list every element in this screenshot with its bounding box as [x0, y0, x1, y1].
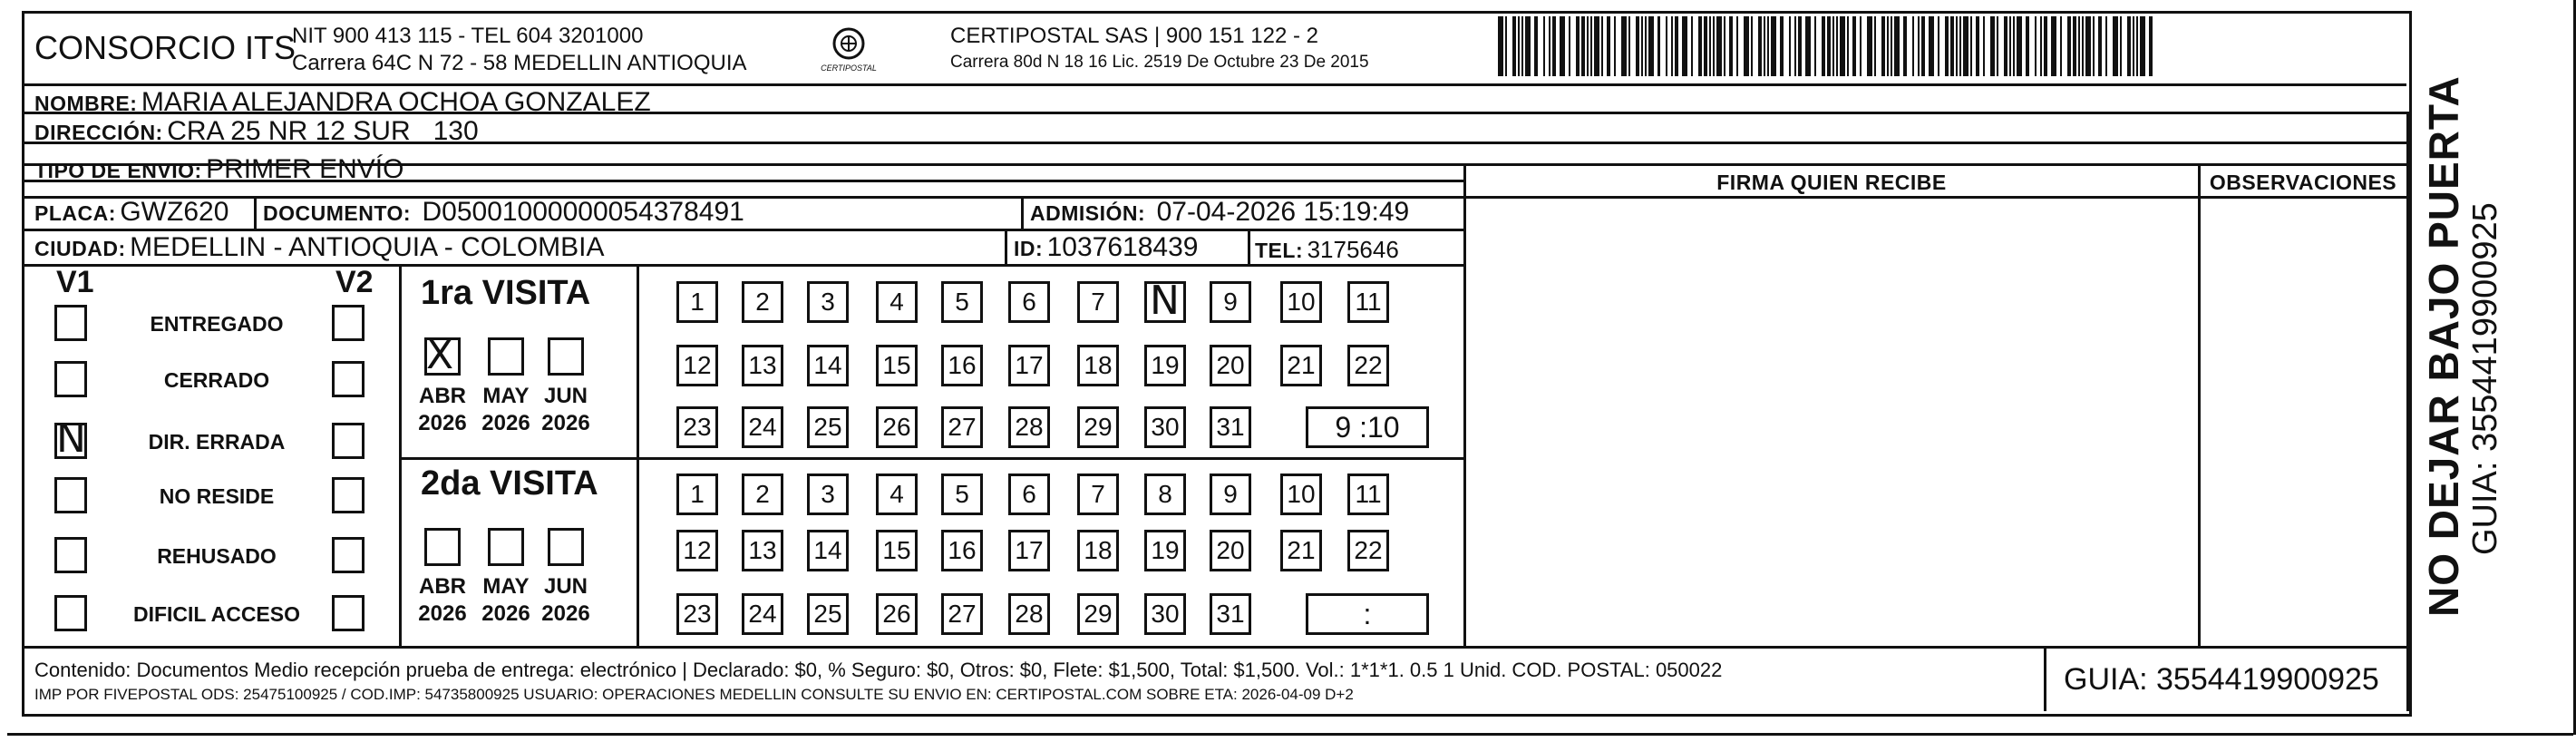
barcode-bar [2044, 16, 2047, 76]
barcode-bar [1814, 16, 1816, 76]
barcode-bar [2051, 16, 2056, 76]
barcode-bar [1601, 16, 1603, 76]
documento-label: DOCUMENTO: [263, 201, 412, 225]
barcode-bar [1867, 16, 1872, 76]
barcode-bar [1581, 16, 1585, 76]
day-checkbox[interactable]: 5 [941, 474, 983, 515]
barcode-bar [1881, 16, 1885, 76]
barcode-bar [1594, 16, 1599, 76]
handwritten-day-mark: N [1150, 278, 1180, 324]
barcode-bar [2026, 16, 2029, 76]
certipostal-logo [812, 22, 885, 76]
barcode-bar [1549, 16, 1550, 76]
barcode-bar [2120, 16, 2122, 76]
day-checkbox[interactable]: 23 [676, 593, 718, 635]
barcode-bar [1874, 16, 1876, 76]
first-visit-title: 1ra VISITA [421, 274, 591, 312]
month-name: JUN [543, 574, 588, 599]
tel-value: 3175646 [1307, 236, 1399, 263]
id-value: 1037618439 [1046, 232, 1199, 262]
barcode-bar [2093, 16, 2095, 76]
barcode-bar [1666, 16, 1667, 76]
carrier-name: CERTIPOSTAL SAS | 900 151 122 - 2 [950, 24, 1318, 48]
handwritten-check-mark: N [56, 415, 86, 462]
month-label [479, 573, 533, 628]
month-year: 2026 [418, 601, 467, 626]
footer-guia: GUIA: 3554419900925 [2064, 662, 2379, 697]
admision-value: 07-04-2026 15:19:49 [1156, 197, 1410, 227]
status-label: NO RESIDE [159, 484, 275, 508]
day-checkbox[interactable]: 13 [742, 530, 783, 571]
day-checkbox[interactable]: 2 [742, 474, 783, 515]
day-checkbox[interactable]: 30 [1144, 406, 1186, 448]
day-checkbox[interactable]: 29 [1077, 593, 1119, 635]
barcode-bar [1990, 16, 1996, 76]
day-checkbox[interactable]: 9 [1210, 474, 1251, 515]
barcode-bar [1950, 16, 1954, 76]
barcode-bar [2004, 16, 2007, 76]
month-year: 2026 [541, 601, 590, 626]
barcode-bar [1645, 16, 1647, 76]
day-checkbox[interactable]: 31 [1210, 406, 1251, 448]
barcode-bar [2073, 16, 2076, 76]
day-checkbox[interactable]: 19 [1144, 530, 1186, 571]
day-checkbox[interactable]: 12 [676, 530, 718, 571]
barcode-bar [2133, 16, 2134, 76]
day-checkbox[interactable]: 16 [941, 345, 983, 386]
barcode-bar [1794, 16, 1796, 76]
barcode-bar [1976, 16, 1979, 76]
day-checkbox[interactable]: 10 [1280, 474, 1322, 515]
barcode-bar [1780, 16, 1784, 76]
day-checkbox[interactable]: 5 [941, 281, 983, 323]
v1-label: V1 [56, 265, 94, 299]
sender-address: Carrera 64C N 72 - 58 MEDELLIN ANTIOQUIA [292, 51, 747, 75]
barcode-bar [2035, 16, 2036, 76]
barcode-bar [2098, 16, 2102, 76]
barcode-bar [2085, 16, 2091, 76]
day-checkbox[interactable]: 8 [1144, 474, 1186, 515]
barcode-bar [1997, 16, 1998, 76]
barcode-bar [1836, 16, 1838, 76]
barcode-bar [1587, 16, 1589, 76]
month-label [415, 573, 470, 628]
firma-area[interactable] [1466, 197, 2197, 647]
barcode-bar [1767, 16, 1769, 76]
barcode-bar [1847, 16, 1849, 76]
barcode-bar [1512, 16, 1516, 76]
barcode-bar [1505, 16, 1507, 76]
barcode-bar [1498, 16, 1503, 76]
barcode-bar [2078, 16, 2080, 76]
barcode-bar [1698, 16, 1702, 76]
v1-checkbox[interactable] [54, 361, 87, 397]
barcode-bar [1918, 16, 1920, 76]
barcode-bar [1970, 16, 1972, 76]
barcode-bar [1636, 16, 1639, 76]
month-checkbox[interactable] [488, 337, 524, 376]
day-checkbox[interactable]: 29 [1077, 406, 1119, 448]
barcode-bar [1764, 16, 1765, 76]
v2-checkbox[interactable] [332, 423, 365, 459]
day-checkbox[interactable]: 14 [807, 345, 849, 386]
barcode-bar [1891, 16, 1892, 76]
barcode-bar [1682, 16, 1687, 76]
day-checkbox[interactable]: 23 [676, 406, 718, 448]
v2-checkbox[interactable] [332, 595, 365, 631]
day-checkbox[interactable]: 1 [676, 281, 718, 323]
month-name: MAY [482, 574, 530, 599]
barcode-bar [1736, 16, 1738, 76]
ciudad-label: CIUDAD: [34, 237, 126, 260]
barcode-bar [1912, 16, 1914, 76]
day-checkbox[interactable]: 21 [1280, 345, 1322, 386]
month-name: MAY [482, 384, 530, 408]
month-year: 2026 [481, 601, 530, 626]
barcode-bar [1534, 16, 1538, 76]
month-checkbox[interactable] [488, 528, 524, 566]
day-checkbox[interactable]: 10 [1280, 281, 1322, 323]
day-checkbox[interactable]: 28 [1008, 593, 1050, 635]
day-checkbox[interactable]: 17 [1008, 345, 1050, 386]
barcode-bar [1621, 16, 1627, 76]
barcode-bar [1963, 16, 1968, 76]
day-checkbox[interactable]: 12 [676, 345, 718, 386]
barcode-bar [1628, 16, 1630, 76]
barcode-bar [1805, 16, 1811, 76]
v2-label: V2 [335, 265, 374, 299]
month-name: ABR [419, 574, 466, 599]
day-checkbox[interactable]: 14 [807, 530, 849, 571]
barcode-bar [1569, 16, 1570, 76]
barcode-bar [1840, 16, 1845, 76]
barcode-bar [1983, 16, 1985, 76]
day-checkbox[interactable]: 25 [807, 406, 849, 448]
day-checkbox[interactable]: 17 [1008, 530, 1050, 571]
barcode-bar [1832, 16, 1834, 76]
status-label: DIFICIL ACCESO [132, 602, 300, 626]
barcode-bar [1552, 16, 1556, 76]
day-checkbox[interactable]: 18 [1077, 530, 1119, 571]
month-label [479, 383, 533, 437]
day-checkbox[interactable]: 2 [742, 281, 783, 323]
barcode-bar [1956, 16, 1958, 76]
ciudad-value: MEDELLIN - ANTIOQUIA - COLOMBIA [130, 232, 605, 262]
day-checkbox[interactable]: 25 [807, 593, 849, 635]
status-label: REHUSADO [157, 544, 277, 568]
barcode-bar [1657, 16, 1661, 76]
barcode-bar [2060, 16, 2062, 76]
day-checkbox[interactable]: 7 [1077, 281, 1119, 323]
barcode-bar [1789, 16, 1791, 76]
barcode-bar [2105, 16, 2107, 76]
barcode-bar [1675, 16, 1678, 76]
nombre-label: NOMBRE: [34, 92, 138, 115]
observaciones-area[interactable] [2201, 197, 2406, 647]
sender-nit-tel: NIT 900 413 115 - TEL 604 3201000 [292, 24, 644, 48]
barcode-bar [2113, 16, 2118, 76]
month-label [539, 383, 593, 437]
month-year: 2026 [541, 411, 590, 435]
barcode-bar [1576, 16, 1580, 76]
barcode-bar [1704, 16, 1707, 76]
barcode-bar [2140, 16, 2145, 76]
handwritten-month-mark: X [426, 332, 454, 378]
barcode-bar [1744, 16, 1749, 76]
status-label: DIR. ERRADA [148, 430, 286, 454]
day-checkbox[interactable]: 7 [1077, 474, 1119, 515]
month-year: 2026 [418, 411, 467, 435]
barcode-bar [2149, 16, 2153, 76]
day-checkbox[interactable]: 1 [676, 474, 718, 515]
barcode-bar [1852, 16, 1856, 76]
barcode-bar [2136, 16, 2138, 76]
footer-line-1: Contenido: Documentos Medio recepción prueba de entrega: electrónico | Declarado: $0, % Seguro: $0, Otros: $0, Flete: $1,500, Total: $1,500. Vol.: 1*1*1. 0.5 1 Unid. COD. POSTAL: 050022 [34, 659, 1723, 681]
day-checkbox[interactable]: 11 [1347, 474, 1389, 515]
documento-value: D05001000000054378491 [422, 197, 744, 227]
no-dejar-bajo-puerta: NO DEJAR BAJO PUERTA [2420, 75, 2467, 617]
barcode-bar [1671, 16, 1673, 76]
barcode-bar [1648, 16, 1654, 76]
day-checkbox[interactable]: 6 [1008, 474, 1050, 515]
carrier-license: Carrera 80d N 18 16 Lic. 2519 De Octubre 23 De 2015 [950, 53, 1369, 72]
barcode-bar [1590, 16, 1592, 76]
barcode-bar [1641, 16, 1643, 76]
barcode-bar [1887, 16, 1889, 76]
barcode-bar [2067, 16, 2071, 76]
barcode-bar [1758, 16, 1762, 76]
day-checkbox[interactable]: 4 [876, 474, 918, 515]
second-visit-title: 2da VISITA [421, 464, 598, 503]
v2-checkbox[interactable] [332, 477, 365, 513]
day-checkbox[interactable]: 18 [1077, 345, 1119, 386]
day-checkbox[interactable]: 26 [876, 406, 918, 448]
day-checkbox[interactable]: 22 [1347, 530, 1389, 571]
certipostal-logo-text: CERTIPOSTAL [821, 63, 877, 73]
day-checkbox[interactable]: 13 [742, 345, 783, 386]
bottom-rule [7, 733, 2573, 736]
barcode-bar [1729, 16, 1733, 76]
direccion-label: DIRECCIÓN: [34, 121, 163, 144]
barcode-bar [1525, 16, 1531, 76]
day-checkbox[interactable]: 24 [742, 593, 783, 635]
day-checkbox[interactable]: 16 [941, 530, 983, 571]
barcode-bar [1959, 16, 1961, 76]
direccion-value: CRA 25 NR 12 SUR 130 [167, 116, 479, 146]
v1-checkbox[interactable] [54, 537, 87, 573]
month-label [415, 383, 470, 437]
day-checkbox[interactable]: 20 [1210, 530, 1251, 571]
barcode-bar [1614, 16, 1616, 76]
month-name: JUN [543, 384, 588, 408]
day-checkbox[interactable]: 22 [1347, 345, 1389, 386]
barcode-bar [1938, 16, 1939, 76]
placa-label: PLACA: [34, 201, 116, 225]
day-checkbox[interactable]: 9 [1210, 281, 1251, 323]
nombre-value: MARIA ALEJANDRA OCHOA GONZALEZ [141, 87, 651, 117]
barcode-bar [1716, 16, 1722, 76]
day-checkbox[interactable]: 3 [807, 474, 849, 515]
barcode-bar [2017, 16, 2022, 76]
barcode-bar [1518, 16, 1520, 76]
barcode-bar [1929, 16, 1934, 76]
month-year: 2026 [481, 411, 530, 435]
month-checkbox[interactable] [424, 528, 461, 566]
v2-checkbox[interactable] [332, 537, 365, 573]
month-label [539, 573, 593, 628]
side-guia: GUIA: 3554419900925 [2466, 202, 2504, 555]
barcode-bar [1945, 16, 1949, 76]
barcode-bar [1751, 16, 1753, 76]
id-label: ID: [1014, 237, 1044, 260]
day-checkbox[interactable]: 31 [1210, 593, 1251, 635]
barcode-bar [2013, 16, 2015, 76]
barcode-bar [1860, 16, 1862, 76]
status-label: ENTREGADO [150, 312, 284, 336]
barcode-bar [1822, 16, 1825, 76]
barcode-bar [1798, 16, 1802, 76]
tipo-envio-value: PRIMER ENVÍO [206, 154, 404, 184]
barcode-bar [1713, 16, 1715, 76]
barcode-bar [2009, 16, 2011, 76]
day-checkbox[interactable]: 11 [1347, 281, 1389, 323]
month-checkbox[interactable] [548, 337, 584, 376]
day-checkbox[interactable]: 4 [876, 281, 918, 323]
barcode-bar [1894, 16, 1900, 76]
barcode-bar [2127, 16, 2131, 76]
tipo-envio-label: TIPO DE ENVIO: [34, 159, 202, 182]
barcode-bar [1724, 16, 1725, 76]
time-field[interactable]: 9 :10 [1306, 406, 1429, 448]
barcode-bar [2040, 16, 2042, 76]
barcode-bar [1921, 16, 1925, 76]
barcode-bar [1607, 16, 1610, 76]
v2-checkbox[interactable] [332, 305, 365, 341]
admision-label: ADMISIÓN: [1030, 201, 1146, 225]
day-checkbox[interactable]: 15 [876, 345, 918, 386]
day-checkbox[interactable]: 15 [876, 530, 918, 571]
barcode-bar [1560, 16, 1565, 76]
v1-checkbox[interactable] [54, 595, 87, 631]
v1-checkbox[interactable] [54, 477, 87, 513]
v2-checkbox[interactable] [332, 361, 365, 397]
barcode-bar [1771, 16, 1776, 76]
month-name: ABR [419, 384, 466, 408]
day-checkbox[interactable]: 27 [941, 406, 983, 448]
month-checkbox[interactable] [548, 528, 584, 566]
time-field[interactable]: : [1306, 593, 1429, 635]
barcode-bar [1827, 16, 1831, 76]
day-checkbox[interactable]: 6 [1008, 281, 1050, 323]
footer-line-2: IMP POR FIVEPOSTAL ODS: 25475100925 / COD.IMP: 54735800925 USUARIO: OPERACIONES MEDELLIN CONSULTE SU ENVIO EN: CERTIPOSTAL.COM SOBRE ETA: 2026-04-09 D+2 [34, 686, 1354, 703]
barcode-bar [1543, 16, 1545, 76]
tel-label: TEL: [1255, 239, 1304, 262]
day-checkbox[interactable]: 24 [742, 406, 783, 448]
day-checkbox[interactable]: 3 [807, 281, 849, 323]
day-checkbox[interactable]: 28 [1008, 406, 1050, 448]
day-checkbox[interactable]: 20 [1210, 345, 1251, 386]
status-label: CERRADO [163, 368, 270, 392]
barcode-bar [1903, 16, 1907, 76]
firma-header: FIRMA QUIEN RECIBE [1716, 171, 1947, 194]
day-checkbox[interactable]: 21 [1280, 530, 1322, 571]
v1-checkbox[interactable] [54, 305, 87, 341]
day-checkbox[interactable]: 30 [1144, 593, 1186, 635]
barcode-bar [2082, 16, 2084, 76]
observaciones-header: OBSERVACIONES [2209, 171, 2397, 194]
barcode-bar [1691, 16, 1693, 76]
barcode-bar [1709, 16, 1711, 76]
day-checkbox[interactable]: 27 [941, 593, 983, 635]
sender-name: CONSORCIO ITS [34, 29, 296, 66]
placa-value: GWZ620 [120, 197, 229, 227]
barcode [1498, 16, 2158, 76]
barcode-bar [1521, 16, 1523, 76]
day-checkbox[interactable]: 26 [876, 593, 918, 635]
day-checkbox[interactable]: 19 [1144, 345, 1186, 386]
